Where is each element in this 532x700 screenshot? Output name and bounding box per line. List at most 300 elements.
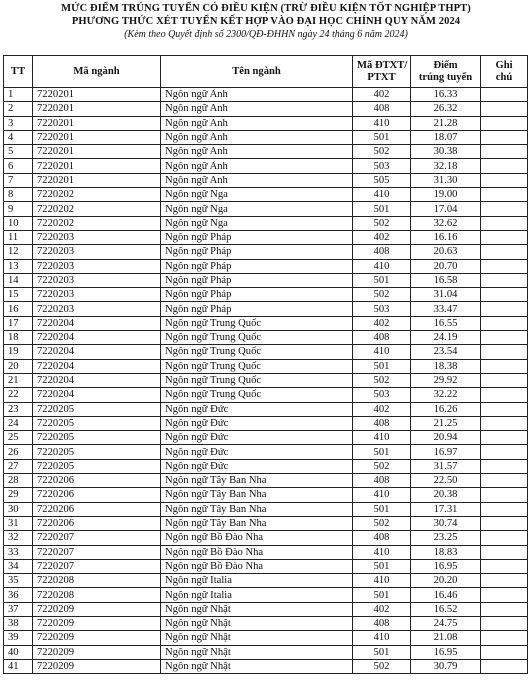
row-number-cell: 5 [4, 145, 33, 159]
method-code-cell: 410 [353, 631, 411, 645]
table-row [4, 116, 528, 130]
admission-score-cell: 17.04 [411, 202, 481, 216]
admission-score-cell: 32.22 [411, 388, 481, 402]
table-row [4, 502, 528, 516]
table-row [4, 316, 528, 330]
major-code-cell: 7220201 [33, 116, 161, 130]
major-name-cell: Ngôn ngữ Anh [161, 130, 353, 144]
major-name-cell: Ngôn ngữ Tây Ban Nha [161, 502, 353, 516]
method-code-cell: 408 [353, 102, 411, 116]
major-code-cell: 7220203 [33, 273, 161, 287]
column-header-code: Mã ngành [33, 56, 161, 88]
table-row [4, 345, 528, 359]
row-number-cell: 1 [4, 88, 33, 102]
row-number-cell: 2 [4, 102, 33, 116]
major-code-cell: 7220206 [33, 502, 161, 516]
major-code-cell: 7220207 [33, 559, 161, 573]
table-row [4, 173, 528, 187]
major-name-cell: Ngôn ngữ Trung Quốc [161, 388, 353, 402]
table-row [4, 645, 528, 659]
row-number-cell: 11 [4, 230, 33, 244]
admission-score-cell: 29.92 [411, 373, 481, 387]
major-name-cell: Ngôn ngữ Bồ Đào Nha [161, 531, 353, 545]
admission-score-cell: 23.54 [411, 345, 481, 359]
major-name-cell: Ngôn ngữ Nga [161, 216, 353, 230]
major-code-cell: 7220203 [33, 245, 161, 259]
note-cell [481, 316, 528, 330]
admission-score-cell: 20.70 [411, 259, 481, 273]
row-number-cell: 10 [4, 216, 33, 230]
note-cell [481, 116, 528, 130]
major-code-cell: 7220209 [33, 616, 161, 630]
major-code-cell: 7220203 [33, 230, 161, 244]
row-number-cell: 29 [4, 488, 33, 502]
note-cell [481, 502, 528, 516]
row-number-cell: 19 [4, 345, 33, 359]
major-code-cell: 7220201 [33, 88, 161, 102]
major-code-cell: 7220204 [33, 373, 161, 387]
major-name-cell: Ngôn ngữ Nga [161, 188, 353, 202]
note-cell [481, 288, 528, 302]
note-cell [481, 202, 528, 216]
major-code-cell: 7220203 [33, 288, 161, 302]
method-code-cell: 501 [353, 202, 411, 216]
table-row [4, 588, 528, 602]
note-cell [481, 173, 528, 187]
method-code-cell: 501 [353, 130, 411, 144]
note-cell [481, 373, 528, 387]
admission-score-cell: 18.38 [411, 359, 481, 373]
method-code-cell: 410 [353, 259, 411, 273]
major-name-cell: Ngôn ngữ Bồ Đào Nha [161, 545, 353, 559]
note-cell [481, 273, 528, 287]
method-code-cell: 502 [353, 516, 411, 530]
major-code-cell: 7220202 [33, 216, 161, 230]
major-name-cell: Ngôn ngữ Tây Ban Nha [161, 474, 353, 488]
note-cell [481, 645, 528, 659]
table-row [4, 545, 528, 559]
admission-score-cell: 24.19 [411, 331, 481, 345]
major-code-cell: 7220205 [33, 459, 161, 473]
major-name-cell: Ngôn ngữ Anh [161, 88, 353, 102]
row-number-cell: 17 [4, 316, 33, 330]
major-name-cell: Ngôn ngữ Nhật [161, 631, 353, 645]
method-code-cell: 505 [353, 173, 411, 187]
table-row [4, 659, 528, 673]
method-code-cell: 408 [353, 616, 411, 630]
row-number-cell: 41 [4, 659, 33, 673]
table-row [4, 259, 528, 273]
row-number-cell: 33 [4, 545, 33, 559]
column-header-note [481, 56, 528, 88]
method-code-cell: 501 [353, 559, 411, 573]
major-code-cell: 7220209 [33, 602, 161, 616]
method-code-cell: 503 [353, 388, 411, 402]
method-code-cell: 410 [353, 431, 411, 445]
note-cell [481, 516, 528, 530]
admission-score-cell: 18.83 [411, 545, 481, 559]
column-header-name: Tên ngành [161, 56, 353, 88]
major-name-cell: Ngôn ngữ Nhật [161, 602, 353, 616]
method-code-cell: 408 [353, 245, 411, 259]
table-row [4, 245, 528, 259]
major-code-cell: 7220202 [33, 202, 161, 216]
admission-score-cell: 16.52 [411, 602, 481, 616]
note-cell [481, 431, 528, 445]
admission-score-cell: 31.57 [411, 459, 481, 473]
table-row [4, 488, 528, 502]
row-number-cell: 9 [4, 202, 33, 216]
major-code-cell: 7220208 [33, 588, 161, 602]
major-name-cell: Ngôn ngữ Trung Quốc [161, 345, 353, 359]
major-code-cell: 7220205 [33, 431, 161, 445]
major-code-cell: 7220206 [33, 516, 161, 530]
column-header-score-line-2: trúng tuyển [418, 71, 473, 83]
major-code-cell: 7220209 [33, 659, 161, 673]
method-code-cell: 501 [353, 359, 411, 373]
method-code-cell: 501 [353, 445, 411, 459]
admission-score-cell: 17.31 [411, 502, 481, 516]
major-code-cell: 7220204 [33, 359, 161, 373]
major-name-cell: Ngôn ngữ Pháp [161, 273, 353, 287]
major-code-cell: 7220209 [33, 631, 161, 645]
major-code-cell: 7220204 [33, 331, 161, 345]
admission-score-cell: 32.62 [411, 216, 481, 230]
row-number-cell: 25 [4, 431, 33, 445]
row-number-cell: 26 [4, 445, 33, 459]
major-name-cell: Ngôn ngữ Anh [161, 173, 353, 187]
method-code-cell: 408 [353, 531, 411, 545]
row-number-cell: 6 [4, 159, 33, 173]
note-cell [481, 488, 528, 502]
note-cell [481, 302, 528, 316]
column-header-score-line-1: Điểm [433, 59, 458, 71]
admission-score-cell: 20.63 [411, 245, 481, 259]
major-code-cell: 7220201 [33, 173, 161, 187]
note-cell [481, 588, 528, 602]
admission-score-cell: 33.47 [411, 302, 481, 316]
major-name-cell: Ngôn ngữ Anh [161, 116, 353, 130]
note-cell [481, 359, 528, 373]
row-number-cell: 16 [4, 302, 33, 316]
method-code-cell: 502 [353, 288, 411, 302]
row-number-cell: 20 [4, 359, 33, 373]
major-code-cell: 7220204 [33, 388, 161, 402]
major-code-cell: 7220201 [33, 130, 161, 144]
major-name-cell: Ngôn ngữ Đức [161, 459, 353, 473]
method-code-cell: 408 [353, 416, 411, 430]
major-code-cell: 7220209 [33, 645, 161, 659]
note-cell [481, 159, 528, 173]
note-cell [481, 459, 528, 473]
row-number-cell: 40 [4, 645, 33, 659]
major-name-cell: Ngôn ngữ Đức [161, 431, 353, 445]
table-row [4, 602, 528, 616]
method-code-cell: 503 [353, 159, 411, 173]
method-code-cell: 503 [353, 302, 411, 316]
major-name-cell: Ngôn ngữ Nhật [161, 659, 353, 673]
row-number-cell: 28 [4, 474, 33, 488]
row-number-cell: 23 [4, 402, 33, 416]
method-code-cell: 502 [353, 145, 411, 159]
table-row [4, 474, 528, 488]
row-number-cell: 4 [4, 130, 33, 144]
table-row [4, 445, 528, 459]
method-code-cell: 502 [353, 459, 411, 473]
note-cell [481, 345, 528, 359]
major-code-cell: 7220205 [33, 416, 161, 430]
column-header-score [411, 56, 481, 88]
major-name-cell: Ngôn ngữ Anh [161, 159, 353, 173]
admission-score-cell: 23.25 [411, 531, 481, 545]
method-code-cell: 410 [353, 488, 411, 502]
table-row [4, 373, 528, 387]
admission-score-cell: 26.32 [411, 102, 481, 116]
table-row [4, 516, 528, 530]
major-name-cell: Ngôn ngữ Tây Ban Nha [161, 516, 353, 530]
row-number-cell: 36 [4, 588, 33, 602]
note-cell [481, 245, 528, 259]
admission-score-cell: 20.38 [411, 488, 481, 502]
major-code-cell: 7220204 [33, 316, 161, 330]
table-row [4, 302, 528, 316]
note-cell [481, 388, 528, 402]
major-name-cell: Ngôn ngữ Bồ Đào Nha [161, 559, 353, 573]
major-code-cell: 7220206 [33, 488, 161, 502]
admission-score-cell: 30.79 [411, 659, 481, 673]
admission-score-cell: 16.26 [411, 402, 481, 416]
note-cell [481, 402, 528, 416]
row-number-cell: 38 [4, 616, 33, 630]
table-row [4, 159, 528, 173]
method-code-cell: 402 [353, 402, 411, 416]
note-cell [481, 188, 528, 202]
table-row [4, 531, 528, 545]
major-code-cell: 7220201 [33, 145, 161, 159]
admission-score-cell: 19.00 [411, 188, 481, 202]
note-cell [481, 474, 528, 488]
column-header-method [353, 56, 411, 88]
admission-score-cell: 31.30 [411, 173, 481, 187]
column-header-note-line-2: chú [495, 71, 513, 83]
row-number-cell: 32 [4, 531, 33, 545]
admission-score-cell: 21.28 [411, 116, 481, 130]
column-header-tt: TT [4, 56, 33, 88]
row-number-cell: 34 [4, 559, 33, 573]
table-row [4, 288, 528, 302]
note-cell [481, 531, 528, 545]
major-name-cell: Ngôn ngữ Anh [161, 102, 353, 116]
document-title-line-1: MỨC ĐIỂM TRÚNG TUYỂN CÓ ĐIỀU KIỆN (TRỪ ĐIỀU KIỆN TỐT NGHIỆP THPT) [61, 3, 471, 14]
admission-score-cell: 16.95 [411, 559, 481, 573]
admission-score-cell: 16.97 [411, 445, 481, 459]
note-cell [481, 631, 528, 645]
row-number-cell: 31 [4, 516, 33, 530]
note-cell [481, 416, 528, 430]
note-cell [481, 659, 528, 673]
method-code-cell: 501 [353, 502, 411, 516]
row-number-cell: 30 [4, 502, 33, 516]
admission-scores-table [3, 55, 528, 674]
method-code-cell: 402 [353, 230, 411, 244]
table-row [4, 574, 528, 588]
major-name-cell: Ngôn ngữ Đức [161, 416, 353, 430]
table-row [4, 431, 528, 445]
row-number-cell: 7 [4, 173, 33, 187]
major-code-cell: 7220203 [33, 259, 161, 273]
major-name-cell: Ngôn ngữ Trung Quốc [161, 359, 353, 373]
admission-score-cell: 20.94 [411, 431, 481, 445]
major-code-cell: 7220203 [33, 302, 161, 316]
row-number-cell: 13 [4, 259, 33, 273]
note-cell [481, 259, 528, 273]
major-code-cell: 7220201 [33, 102, 161, 116]
table-row [4, 459, 528, 473]
note-cell [481, 230, 528, 244]
admission-score-cell: 24.75 [411, 616, 481, 630]
admission-score-cell: 18.07 [411, 130, 481, 144]
major-code-cell: 7220206 [33, 474, 161, 488]
table-row [4, 416, 528, 430]
major-name-cell: Ngôn ngữ Đức [161, 445, 353, 459]
method-code-cell: 408 [353, 331, 411, 345]
method-code-cell: 410 [353, 116, 411, 130]
major-code-cell: 7220204 [33, 345, 161, 359]
admission-score-cell: 30.38 [411, 145, 481, 159]
major-code-cell: 7220207 [33, 545, 161, 559]
method-code-cell: 501 [353, 273, 411, 287]
note-cell [481, 616, 528, 630]
note-cell [481, 102, 528, 116]
row-number-cell: 24 [4, 416, 33, 430]
table-row [4, 331, 528, 345]
major-name-cell: Ngôn ngữ Nhật [161, 645, 353, 659]
admission-score-cell: 16.46 [411, 588, 481, 602]
method-code-cell: 410 [353, 345, 411, 359]
note-cell [481, 88, 528, 102]
major-code-cell: 7220202 [33, 188, 161, 202]
method-code-cell: 410 [353, 545, 411, 559]
major-name-cell: Ngôn ngữ Nhật [161, 616, 353, 630]
row-number-cell: 8 [4, 188, 33, 202]
table-row [4, 216, 528, 230]
table-row [4, 202, 528, 216]
major-code-cell: 7220205 [33, 445, 161, 459]
method-code-cell: 502 [353, 659, 411, 673]
major-name-cell: Ngôn ngữ Italia [161, 588, 353, 602]
row-number-cell: 21 [4, 373, 33, 387]
admission-score-cell: 32.18 [411, 159, 481, 173]
note-cell [481, 216, 528, 230]
major-name-cell: Ngôn ngữ Trung Quốc [161, 331, 353, 345]
admission-score-cell: 20.20 [411, 574, 481, 588]
admission-score-cell: 16.33 [411, 88, 481, 102]
admission-score-cell: 30.74 [411, 516, 481, 530]
document-subtitle: (Kèm theo Quyết định số 2300/QĐ-ĐHHN ngày 24 tháng 6 năm 2024) [124, 29, 408, 40]
major-name-cell: Ngôn ngữ Italia [161, 574, 353, 588]
table-row [4, 616, 528, 630]
row-number-cell: 37 [4, 602, 33, 616]
document-title-line-2: PHƯƠNG THỨC XÉT TUYỂN KẾT HỢP VÀO ĐẠI HỌC CHÍNH QUY NĂM 2024 [71, 16, 461, 27]
table-row [4, 145, 528, 159]
method-code-cell: 502 [353, 216, 411, 230]
table-row [4, 88, 528, 102]
major-name-cell: Ngôn ngữ Anh [161, 145, 353, 159]
table-header-row [4, 56, 528, 88]
row-number-cell: 27 [4, 459, 33, 473]
major-name-cell: Ngôn ngữ Tây Ban Nha [161, 488, 353, 502]
method-code-cell: 501 [353, 645, 411, 659]
table-row [4, 359, 528, 373]
admission-score-cell: 16.16 [411, 230, 481, 244]
column-header-method-line-2: PTXT [367, 71, 396, 83]
note-cell [481, 574, 528, 588]
method-code-cell: 410 [353, 574, 411, 588]
table-row [4, 631, 528, 645]
major-code-cell: 7220205 [33, 402, 161, 416]
admission-score-cell: 21.08 [411, 631, 481, 645]
method-code-cell: 402 [353, 88, 411, 102]
row-number-cell: 15 [4, 288, 33, 302]
table-row [4, 273, 528, 287]
row-number-cell: 14 [4, 273, 33, 287]
table-row [4, 188, 528, 202]
admission-score-cell: 16.58 [411, 273, 481, 287]
row-number-cell: 12 [4, 245, 33, 259]
table-row [4, 130, 528, 144]
table-row [4, 102, 528, 116]
major-code-cell: 7220201 [33, 159, 161, 173]
method-code-cell: 502 [353, 373, 411, 387]
table-row [4, 230, 528, 244]
row-number-cell: 39 [4, 631, 33, 645]
major-name-cell: Ngôn ngữ Pháp [161, 288, 353, 302]
major-name-cell: Ngôn ngữ Pháp [161, 245, 353, 259]
admission-score-cell: 16.95 [411, 645, 481, 659]
table-row [4, 559, 528, 573]
major-name-cell: Ngôn ngữ Trung Quốc [161, 316, 353, 330]
method-code-cell: 402 [353, 602, 411, 616]
admission-score-cell: 22.50 [411, 474, 481, 488]
major-name-cell: Ngôn ngữ Pháp [161, 230, 353, 244]
major-name-cell: Ngôn ngữ Nga [161, 202, 353, 216]
table-row [4, 388, 528, 402]
row-number-cell: 22 [4, 388, 33, 402]
note-cell [481, 559, 528, 573]
note-cell [481, 145, 528, 159]
note-cell [481, 602, 528, 616]
row-number-cell: 18 [4, 331, 33, 345]
note-cell [481, 331, 528, 345]
method-code-cell: 408 [353, 474, 411, 488]
row-number-cell: 3 [4, 116, 33, 130]
table-body [4, 88, 528, 674]
method-code-cell: 501 [353, 588, 411, 602]
table-row [4, 402, 528, 416]
method-code-cell: 410 [353, 188, 411, 202]
admission-score-cell: 21.25 [411, 416, 481, 430]
admission-score-cell: 31.04 [411, 288, 481, 302]
note-cell [481, 130, 528, 144]
row-number-cell: 35 [4, 574, 33, 588]
major-name-cell: Ngôn ngữ Trung Quốc [161, 373, 353, 387]
note-cell [481, 445, 528, 459]
column-header-note-line-1: Ghi [495, 59, 513, 71]
admission-score-cell: 16.55 [411, 316, 481, 330]
note-cell [481, 545, 528, 559]
major-code-cell: 7220208 [33, 574, 161, 588]
major-name-cell: Ngôn ngữ Pháp [161, 259, 353, 273]
